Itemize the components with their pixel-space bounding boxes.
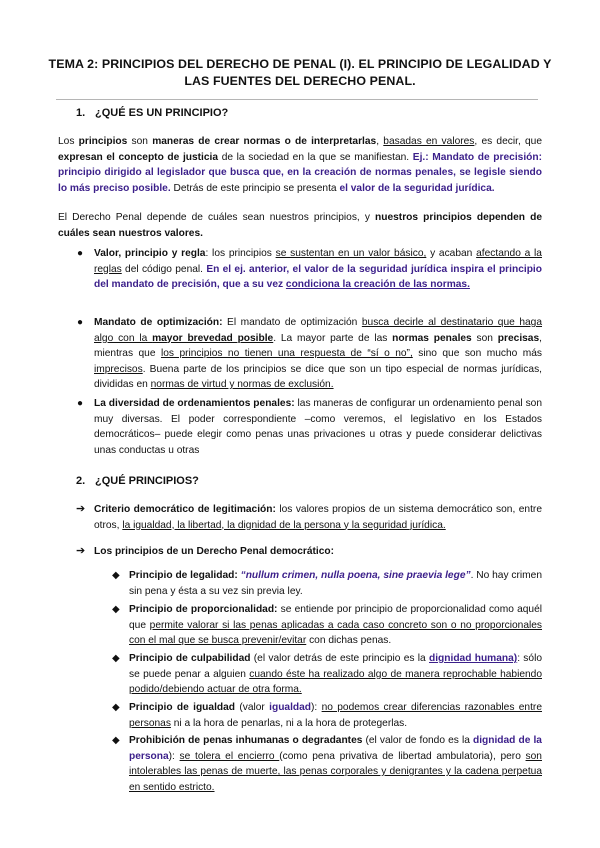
section-1-number: 1.	[76, 107, 86, 119]
text-run-bold: Principio de igualdad	[129, 702, 236, 713]
text-run: El Derecho Penal depende de cuáles sean nuestros principios, y	[58, 212, 376, 223]
section-1-heading	[76, 106, 228, 120]
title-line-2: LAS FUENTES DEL DERECHO PENAL.	[184, 74, 416, 88]
text-run-bold-underline: mayor brevedad posible	[152, 332, 274, 344]
text-run-underline: normas de virtud y normas de exclusión.	[150, 379, 334, 390]
text-run-underline: cuando éste ha realizado algo de manera reprochable habiendo podido/debiendo actuar de otra forma.	[129, 668, 542, 695]
text-run-underline: permite valorar si las penas aplicadas a cada caso concreto son o no proporcionales con el mal que se busca prevenir/evitar	[129, 619, 543, 646]
text-run: con dichas penas.	[306, 635, 392, 646]
text-run: (como pena privativa de libertad ambulatoria), pero	[279, 750, 526, 762]
text-run: , mientras que	[94, 332, 542, 359]
text-run: se entiende por principio de proporcionalidad como aquél que	[129, 604, 542, 631]
text-run-accent: igualdad	[269, 702, 312, 713]
text-run: ):	[168, 750, 180, 762]
text-run: los valores propios de un sistema democrático son, entre otros,	[94, 504, 542, 531]
text-run-underline: afectando a la reglas	[94, 248, 542, 275]
arrow-item-2: Los principios de un Derecho Penal democrático:	[94, 546, 335, 557]
principle-item-proporcionalidad	[129, 602, 542, 649]
text-run-bold: nuestros principios dependen de cuáles sean nuestros valores.	[58, 212, 542, 239]
text-run: las maneras de configurar un ordenamiento penal son muy diversas. El poder correspondiente –como veremos, el legislativo en los Estados democráticos– puede elegir como penas unas privaciones u otras y puede considerar delictivas unas conductas u otras	[94, 398, 542, 456]
text-run-accent: dignidad de la persona	[129, 735, 542, 762]
text-run-bold: Prohibición de penas inhumanas o degradantes	[129, 735, 363, 746]
text-run-accent-underline: condiciona la creación de las normas.	[285, 279, 470, 290]
text-run: del código penal.	[121, 263, 207, 275]
text-run-bold: expresan el concepto de justicia	[58, 151, 219, 163]
bullet-icon: ●	[77, 248, 84, 259]
text-run-underline: los principios no tienen una respuesta de “sí o no”,	[160, 348, 413, 359]
diamond-icon: ◆	[112, 735, 120, 746]
section-1-heading-text: ¿QUÉ ES UN PRINCIPIO?	[95, 107, 229, 119]
diamond-icon: ◆	[112, 702, 120, 713]
text-run: de la sociedad en la que se manifiestan.	[218, 151, 413, 163]
text-run-underline: busca decirle al destinatario que haga algo con la	[94, 317, 543, 344]
text-run: Los	[58, 136, 79, 147]
title-divider	[56, 99, 538, 100]
diamond-icon: ◆	[112, 604, 120, 615]
principle-item-legalidad	[129, 568, 542, 599]
text-run: ni a la hora de penarlas, ni a la hora de protegerlas.	[170, 717, 408, 729]
text-run: ,	[376, 136, 384, 147]
text-run-underline: basadas en valores	[383, 136, 475, 147]
text-run: Detrás de este principio se presenta	[170, 182, 340, 194]
text-run-bold: La diversidad de ordenamientos penales:	[94, 398, 295, 409]
title-line-1: TEMA 2: PRINCIPIOS DEL DERECHO DE PENAL (I). EL PRINCIPIO DE LEGALIDAD Y	[48, 57, 552, 71]
bullet-item-1	[94, 246, 542, 293]
text-run-underline: se sustentan en un valor básico,	[275, 248, 427, 259]
arrow-icon: ➔	[76, 503, 86, 515]
text-run-underline: no podemos crear diferencias razonables entre personas	[129, 702, 542, 729]
text-run-underline: la igualdad, la libertad, la dignidad de la persona y la seguridad jurídica.	[122, 519, 446, 531]
text-run: : los principios	[205, 248, 276, 259]
text-run-underline: imprecisos	[94, 363, 143, 375]
bullet-icon: ●	[77, 317, 84, 328]
document-title	[40, 56, 560, 90]
text-run-accent-underline: dignidad humana)	[429, 653, 518, 664]
text-run: ):	[311, 702, 322, 713]
principle-item-culpabilidad	[129, 651, 542, 698]
text-run-accent: En el ej. anterior, el valor de la seguridad jurídica inspira el principio del mandato de precisión, que a su vez	[94, 263, 542, 290]
text-run-bold: Valor, principio y regla	[94, 248, 206, 259]
text-run-bold: principios	[78, 136, 128, 147]
text-run-bold: Principio de culpabilidad	[129, 653, 251, 664]
text-run-accent-italic: “nullum crimen, nulla poena, sine praevia lege”	[240, 570, 471, 581]
text-run-underline: son intolerables las penas de muerte, las penas corporales y denigrantes y la cadena perpetua en sentido estricto.	[129, 750, 542, 793]
text-run: son	[127, 136, 153, 147]
text-run: . No hay crimen sin pena y ésta a su vez sin previa ley.	[129, 570, 542, 597]
text-run-accent: el valor de la seguridad jurídica.	[339, 182, 495, 194]
diamond-icon: ◆	[112, 570, 120, 581]
section-2-heading	[76, 474, 199, 488]
bullet-item-3	[94, 396, 542, 458]
diamond-icon: ◆	[112, 653, 120, 664]
arrow-item-1	[94, 502, 542, 533]
text-run: son	[471, 332, 498, 344]
text-run-accent: Ej.: Mandato de precisión: principio dirigido al legislador que busca que, en la creación de normas penales, se legisle siendo lo más preciso posible.	[58, 151, 542, 194]
bullet-icon: ●	[77, 398, 84, 409]
text-run-bold: Mandato de optimización:	[94, 317, 223, 328]
bullet-item-2	[94, 315, 542, 393]
section-1-para-1	[58, 134, 542, 196]
text-run: , es decir, que	[474, 136, 542, 147]
text-run-bold: normas penales	[392, 332, 472, 344]
text-run-bold: Principio de legalidad:	[129, 570, 238, 581]
text-run-bold: precisas	[497, 332, 540, 344]
principle-item-igualdad	[129, 700, 542, 731]
text-run: El mandato de optimización	[222, 317, 362, 328]
section-2-number: 2.	[76, 475, 86, 487]
text-run: : sólo se puede penar a alguien	[129, 653, 542, 680]
text-run: . Buena parte de los principios se dice que son un tipo especial de normas jurídicas, divididas en	[94, 363, 542, 390]
section-2-heading-text: ¿QUÉ PRINCIPIOS?	[95, 475, 199, 487]
text-run-bold: maneras de crear normas o de interpretarlas	[152, 136, 377, 147]
text-run: (el valor de fondo es la	[362, 735, 473, 746]
text-run: (valor	[235, 702, 270, 713]
text-run: sino que son mucho más	[412, 348, 542, 359]
text-run: (el valor detrás de este principio es la	[250, 653, 429, 664]
text-run-bold: Principio de proporcionalidad:	[129, 604, 278, 615]
principle-item-penas-inhumanas	[129, 733, 542, 795]
text-run-bold: Criterio democrático de legitimación:	[94, 504, 276, 515]
arrow-icon: ➔	[76, 545, 86, 557]
text-run: y acaban	[426, 248, 477, 259]
text-run: . La mayor parte de las	[273, 332, 393, 344]
section-1-para-2	[58, 210, 542, 241]
text-run-underline: se tolera el encierro	[179, 750, 280, 762]
